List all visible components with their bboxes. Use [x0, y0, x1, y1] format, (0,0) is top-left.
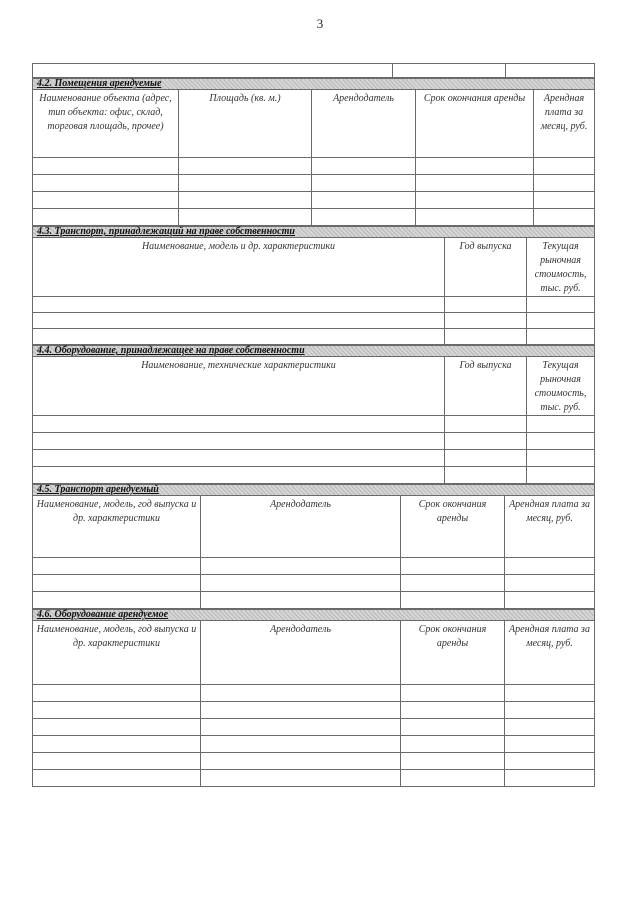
- section-title: 4.3. Транспорт, принадлежащий на праве собственности: [33, 227, 595, 238]
- form-sheet: [32, 63, 594, 787]
- table-cell[interactable]: [505, 736, 595, 753]
- table-cell[interactable]: [312, 192, 416, 209]
- section-4-3-table: [32, 226, 595, 345]
- table-cell[interactable]: [33, 770, 201, 787]
- table-cell[interactable]: [445, 433, 527, 450]
- table-cell[interactable]: [401, 753, 505, 770]
- table-cell[interactable]: [33, 64, 393, 78]
- column-header: Срок окончания аренды: [401, 496, 505, 558]
- table-cell[interactable]: [179, 192, 312, 209]
- table-cell[interactable]: [393, 64, 506, 78]
- table-cell[interactable]: [416, 192, 534, 209]
- table-cell[interactable]: [401, 702, 505, 719]
- table-cell[interactable]: [416, 175, 534, 192]
- table-cell[interactable]: [505, 575, 595, 592]
- table-cell[interactable]: [201, 592, 401, 609]
- column-header: Наименование объекта (адрес, тип объекта: офис, склад, торговая площадь, прочее): [33, 90, 179, 158]
- column-header: Арендодатель: [201, 496, 401, 558]
- section-4-6-table: [32, 609, 595, 787]
- column-header: Арендная плата за месяц, руб.: [505, 621, 595, 685]
- column-header: Срок окончания аренды: [416, 90, 534, 158]
- column-header: Год выпуска: [445, 357, 527, 416]
- table-cell[interactable]: [527, 329, 595, 345]
- table-cell[interactable]: [505, 719, 595, 736]
- table-cell[interactable]: [33, 313, 445, 329]
- table-cell[interactable]: [401, 558, 505, 575]
- table-cell[interactable]: [445, 416, 527, 433]
- section-title: 4.2. Помещения арендуемые: [33, 79, 595, 90]
- table-cell[interactable]: [33, 329, 445, 345]
- table-cell[interactable]: [201, 770, 401, 787]
- table-cell[interactable]: [33, 416, 445, 433]
- table-cell[interactable]: [201, 719, 401, 736]
- table-cell[interactable]: [33, 158, 179, 175]
- table-cell[interactable]: [506, 64, 595, 78]
- column-header: Наименование, модель и др. характеристики: [33, 238, 445, 297]
- table-cell[interactable]: [312, 175, 416, 192]
- table-cell[interactable]: [179, 158, 312, 175]
- table-cell[interactable]: [401, 770, 505, 787]
- previous-section-tail: [32, 63, 595, 78]
- table-cell[interactable]: [312, 209, 416, 226]
- table-cell[interactable]: [505, 770, 595, 787]
- column-header: Арендная плата за месяц, руб.: [505, 496, 595, 558]
- table-cell[interactable]: [505, 685, 595, 702]
- table-cell[interactable]: [445, 467, 527, 484]
- table-cell[interactable]: [201, 702, 401, 719]
- table-cell[interactable]: [312, 158, 416, 175]
- table-cell[interactable]: [534, 209, 595, 226]
- table-cell[interactable]: [401, 592, 505, 609]
- section-title: 4.6. Оборудование арендуемое: [33, 610, 595, 621]
- table-cell[interactable]: [416, 209, 534, 226]
- table-cell[interactable]: [33, 753, 201, 770]
- table-cell[interactable]: [527, 297, 595, 313]
- table-cell[interactable]: [33, 575, 201, 592]
- table-cell[interactable]: [33, 192, 179, 209]
- table-cell[interactable]: [33, 558, 201, 575]
- table-cell[interactable]: [445, 329, 527, 345]
- column-header: Арендная плата за месяц, руб.: [534, 90, 595, 158]
- table-cell[interactable]: [179, 175, 312, 192]
- table-cell[interactable]: [445, 313, 527, 329]
- column-header: Текущая рыночная стоимость, тыс. руб.: [527, 357, 595, 416]
- table-cell[interactable]: [527, 450, 595, 467]
- table-cell[interactable]: [445, 297, 527, 313]
- column-header: Текущая рыночная стоимость, тыс. руб.: [527, 238, 595, 297]
- table-cell[interactable]: [505, 592, 595, 609]
- column-header: Срок окончания аренды: [401, 621, 505, 685]
- table-cell[interactable]: [33, 209, 179, 226]
- column-header: Арендодатель: [312, 90, 416, 158]
- table-cell[interactable]: [201, 558, 401, 575]
- table-cell[interactable]: [201, 685, 401, 702]
- table-cell[interactable]: [201, 753, 401, 770]
- table-cell[interactable]: [33, 685, 201, 702]
- table-cell[interactable]: [505, 702, 595, 719]
- table-cell[interactable]: [201, 575, 401, 592]
- section-4-4-table: [32, 345, 595, 484]
- table-cell[interactable]: [527, 416, 595, 433]
- column-header: Наименование, модель, год выпуска и др. характеристики: [33, 496, 201, 558]
- table-cell[interactable]: [401, 685, 505, 702]
- table-cell[interactable]: [179, 209, 312, 226]
- table-cell[interactable]: [505, 753, 595, 770]
- table-cell[interactable]: [33, 736, 201, 753]
- column-header: Год выпуска: [445, 238, 527, 297]
- table-cell[interactable]: [534, 175, 595, 192]
- table-cell[interactable]: [401, 736, 505, 753]
- table-cell[interactable]: [527, 433, 595, 450]
- table-cell[interactable]: [534, 158, 595, 175]
- table-cell[interactable]: [33, 719, 201, 736]
- table-cell[interactable]: [527, 313, 595, 329]
- table-cell[interactable]: [33, 450, 445, 467]
- table-cell[interactable]: [401, 575, 505, 592]
- column-header: Наименование, модель, год выпуска и др. характеристики: [33, 621, 201, 685]
- table-cell[interactable]: [534, 192, 595, 209]
- section-4-5-table: [32, 484, 595, 609]
- table-cell[interactable]: [401, 719, 505, 736]
- table-cell[interactable]: [416, 158, 534, 175]
- table-cell[interactable]: [33, 297, 445, 313]
- table-cell[interactable]: [33, 467, 445, 484]
- table-cell[interactable]: [527, 467, 595, 484]
- table-cell[interactable]: [33, 433, 445, 450]
- page-number: 3: [316, 16, 324, 31]
- table-cell[interactable]: [505, 558, 595, 575]
- column-header: Арендодатель: [201, 621, 401, 685]
- table-cell[interactable]: [33, 175, 179, 192]
- table-cell[interactable]: [445, 450, 527, 467]
- column-header: Площадь (кв. м.): [179, 90, 312, 158]
- section-4-2-table: [32, 78, 595, 226]
- table-cell[interactable]: [201, 736, 401, 753]
- section-title: 4.5. Транспорт арендуемый: [33, 485, 595, 496]
- table-cell[interactable]: [33, 702, 201, 719]
- table-cell[interactable]: [33, 592, 201, 609]
- section-title: 4.4. Оборудование, принадлежащее на праве собственности: [33, 346, 595, 357]
- column-header: Наименование, технические характеристики: [33, 357, 445, 416]
